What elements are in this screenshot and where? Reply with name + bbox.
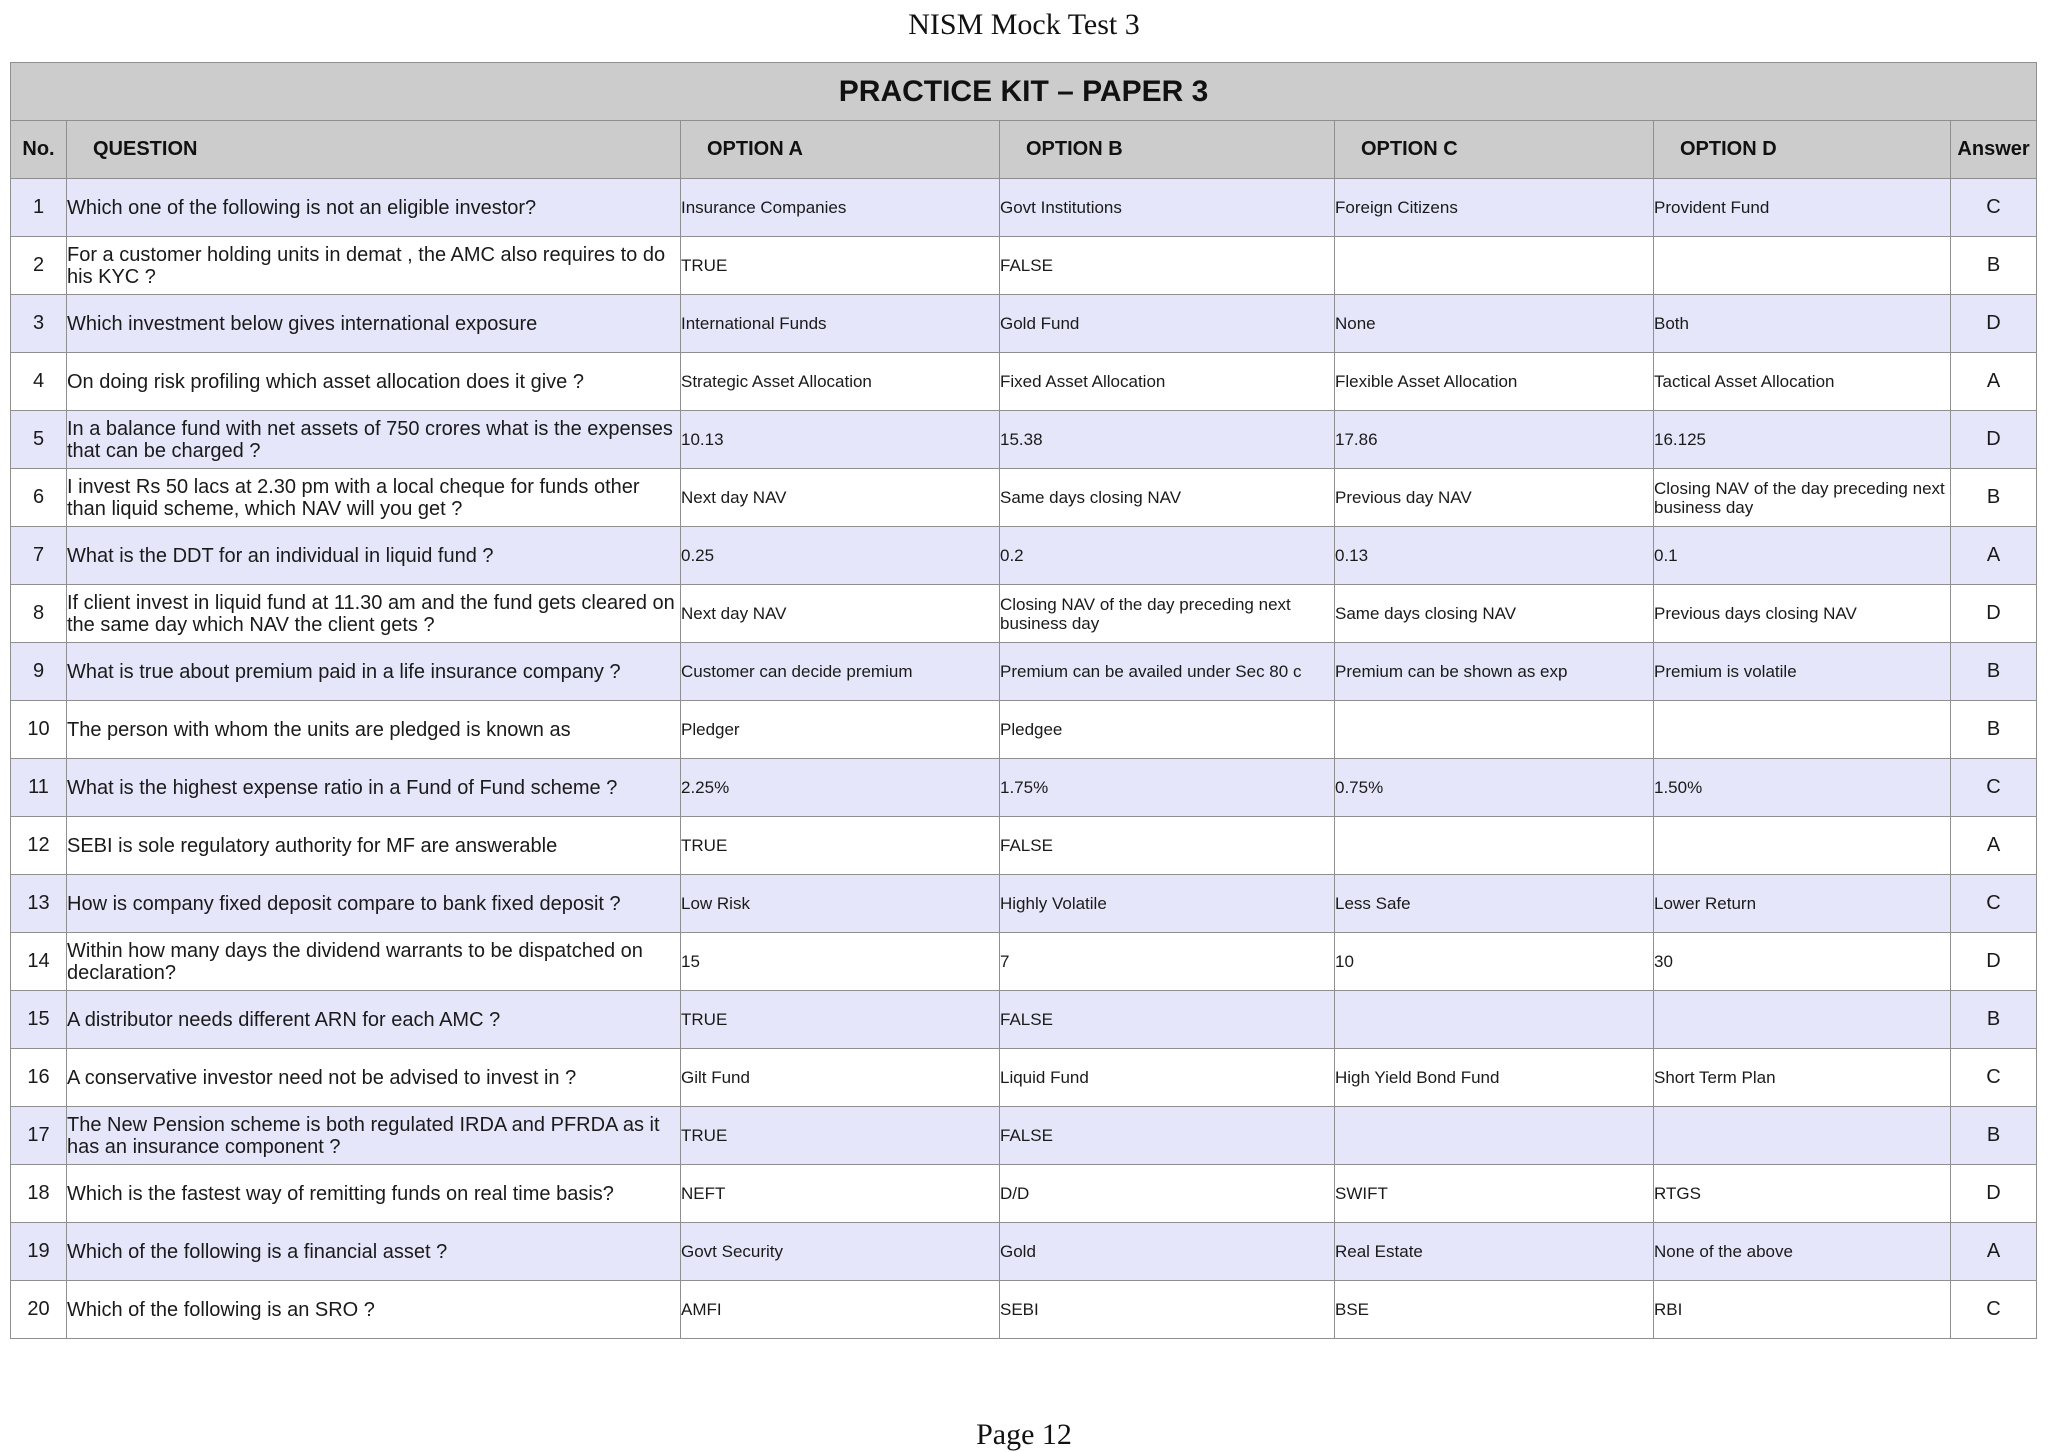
table-row (11, 527, 2037, 585)
question-text: What is the DDT for an individual in liquid fund ? (67, 527, 681, 585)
answer-key: D (1951, 411, 2037, 469)
option-b: Highly Volatile (1000, 875, 1335, 933)
question-text: Within how many days the dividend warrants to be dispatched on declaration? (67, 933, 681, 991)
option-a: 0.25 (681, 527, 1000, 585)
option-c (1335, 1107, 1654, 1165)
table-row (11, 179, 2037, 237)
option-d: Provident Fund (1654, 179, 1951, 237)
option-b: Liquid Fund (1000, 1049, 1335, 1107)
option-b: D/D (1000, 1165, 1335, 1223)
answer-key: A (1951, 353, 2037, 411)
option-b: Govt Institutions (1000, 179, 1335, 237)
option-a: TRUE (681, 1107, 1000, 1165)
row-number: 17 (11, 1107, 67, 1165)
answer-key: B (1951, 237, 2037, 295)
table-row (11, 353, 2037, 411)
option-b: Pledgee (1000, 701, 1335, 759)
question-text: Which of the following is an SRO ? (67, 1281, 681, 1339)
option-a: AMFI (681, 1281, 1000, 1339)
option-b: FALSE (1000, 237, 1335, 295)
option-b: 15.38 (1000, 411, 1335, 469)
table-row (11, 469, 2037, 527)
table-row (11, 585, 2037, 643)
option-d: Premium is volatile (1654, 643, 1951, 701)
option-c (1335, 991, 1654, 1049)
question-text: What is true about premium paid in a life insurance company ? (67, 643, 681, 701)
table-row (11, 1281, 2037, 1339)
option-d: Closing NAV of the day preceding next business day (1654, 469, 1951, 527)
option-d: Previous days closing NAV (1654, 585, 1951, 643)
option-a: TRUE (681, 817, 1000, 875)
table-row (11, 759, 2037, 817)
option-c: High Yield Bond Fund (1335, 1049, 1654, 1107)
question-text: Which one of the following is not an eligible investor? (67, 179, 681, 237)
option-c: 0.75% (1335, 759, 1654, 817)
option-c (1335, 237, 1654, 295)
answer-key: D (1951, 933, 2037, 991)
question-text: In a balance fund with net assets of 750 crores what is the expenses that can be charged ? (67, 411, 681, 469)
option-c: Real Estate (1335, 1223, 1654, 1281)
option-b: Gold Fund (1000, 295, 1335, 353)
option-b: FALSE (1000, 1107, 1335, 1165)
option-c: 10 (1335, 933, 1654, 991)
option-a: Next day NAV (681, 585, 1000, 643)
row-number: 16 (11, 1049, 67, 1107)
row-number: 14 (11, 933, 67, 991)
option-d: 16.125 (1654, 411, 1951, 469)
question-text: Which of the following is a financial asset ? (67, 1223, 681, 1281)
option-b: FALSE (1000, 817, 1335, 875)
header-option-c: OPTION C (1335, 121, 1654, 179)
answer-key: D (1951, 295, 2037, 353)
option-c: SWIFT (1335, 1165, 1654, 1223)
option-a: 2.25% (681, 759, 1000, 817)
table-row (11, 237, 2037, 295)
option-c: None (1335, 295, 1654, 353)
table-row (11, 1107, 2037, 1165)
option-a: Pledger (681, 701, 1000, 759)
option-c (1335, 817, 1654, 875)
option-c: Premium can be shown as exp (1335, 643, 1654, 701)
question-text: A distributor needs different ARN for each AMC ? (67, 991, 681, 1049)
table-banner: PRACTICE KIT – PAPER 3 (11, 63, 2037, 121)
table-row (11, 991, 2037, 1049)
option-a: Next day NAV (681, 469, 1000, 527)
option-a: Insurance Companies (681, 179, 1000, 237)
option-b: 7 (1000, 933, 1335, 991)
answer-key: C (1951, 1281, 2037, 1339)
question-text: I invest Rs 50 lacs at 2.30 pm with a local cheque for funds other than liquid scheme, which NAV will you get ? (67, 469, 681, 527)
answer-key: D (1951, 585, 2037, 643)
option-d: None of the above (1654, 1223, 1951, 1281)
row-number: 19 (11, 1223, 67, 1281)
option-d: 0.1 (1654, 527, 1951, 585)
row-number: 4 (11, 353, 67, 411)
question-text: SEBI is sole regulatory authority for MF are answerable (67, 817, 681, 875)
option-d (1654, 1107, 1951, 1165)
option-b: Gold (1000, 1223, 1335, 1281)
table-row (11, 1223, 2037, 1281)
option-a: TRUE (681, 237, 1000, 295)
answer-key: A (1951, 1223, 2037, 1281)
option-b: SEBI (1000, 1281, 1335, 1339)
answer-key: D (1951, 1165, 2037, 1223)
option-b: Premium can be availed under Sec 80 c (1000, 643, 1335, 701)
table-row (11, 1049, 2037, 1107)
question-text: How is company fixed deposit compare to bank fixed deposit ? (67, 875, 681, 933)
page-number: Page 12 (976, 1418, 1072, 1451)
row-number: 2 (11, 237, 67, 295)
table-row (11, 817, 2037, 875)
option-c: 17.86 (1335, 411, 1654, 469)
option-a: International Funds (681, 295, 1000, 353)
option-b: Closing NAV of the day preceding next business day (1000, 585, 1335, 643)
practice-kit-table (10, 62, 2037, 1339)
header-option-d: OPTION D (1654, 121, 1951, 179)
option-d: Tactical Asset Allocation (1654, 353, 1951, 411)
table-row (11, 295, 2037, 353)
option-a: NEFT (681, 1165, 1000, 1223)
option-d (1654, 701, 1951, 759)
option-c (1335, 701, 1654, 759)
option-c: Foreign Citizens (1335, 179, 1654, 237)
option-a: Customer can decide premium (681, 643, 1000, 701)
header-option-a: OPTION A (681, 121, 1000, 179)
answer-key: B (1951, 643, 2037, 701)
option-a: TRUE (681, 991, 1000, 1049)
table-row (11, 411, 2037, 469)
row-number: 13 (11, 875, 67, 933)
header-answer: Answer (1951, 121, 2037, 179)
option-d: Both (1654, 295, 1951, 353)
document-title: NISM Mock Test 3 (908, 8, 1140, 41)
option-d: 30 (1654, 933, 1951, 991)
option-a: 15 (681, 933, 1000, 991)
row-number: 11 (11, 759, 67, 817)
option-c: Flexible Asset Allocation (1335, 353, 1654, 411)
answer-key: B (1951, 469, 2037, 527)
option-c: Same days closing NAV (1335, 585, 1654, 643)
question-text: A conservative investor need not be advised to invest in ? (67, 1049, 681, 1107)
option-a: Gilt Fund (681, 1049, 1000, 1107)
answer-key: C (1951, 759, 2037, 817)
answer-key: B (1951, 701, 2037, 759)
option-b: FALSE (1000, 991, 1335, 1049)
answer-key: A (1951, 527, 2037, 585)
table-body (11, 179, 2037, 1339)
row-number: 3 (11, 295, 67, 353)
row-number: 1 (11, 179, 67, 237)
answer-key: C (1951, 875, 2037, 933)
question-text: The New Pension scheme is both regulated IRDA and PFRDA as it has an insurance component ? (67, 1107, 681, 1165)
table-row (11, 933, 2037, 991)
row-number: 6 (11, 469, 67, 527)
row-number: 8 (11, 585, 67, 643)
question-text: For a customer holding units in demat , the AMC also requires to do his KYC ? (67, 237, 681, 295)
row-number: 12 (11, 817, 67, 875)
table-row (11, 1165, 2037, 1223)
answer-key: C (1951, 179, 2037, 237)
option-c: BSE (1335, 1281, 1654, 1339)
question-text: Which is the fastest way of remitting funds on real time basis? (67, 1165, 681, 1223)
row-number: 7 (11, 527, 67, 585)
option-b: 0.2 (1000, 527, 1335, 585)
option-a: Govt Security (681, 1223, 1000, 1281)
question-text: If client invest in liquid fund at 11.30 am and the fund gets cleared on the same day which NAV the client gets ? (67, 585, 681, 643)
option-d: Lower Return (1654, 875, 1951, 933)
header-question: QUESTION (67, 121, 681, 179)
question-text: On doing risk profiling which asset allocation does it give ? (67, 353, 681, 411)
answer-key: B (1951, 1107, 2037, 1165)
answer-key: A (1951, 817, 2037, 875)
option-d (1654, 991, 1951, 1049)
option-b: 1.75% (1000, 759, 1335, 817)
row-number: 9 (11, 643, 67, 701)
option-a: Strategic Asset Allocation (681, 353, 1000, 411)
option-c: Less Safe (1335, 875, 1654, 933)
question-text: What is the highest expense ratio in a Fund of Fund scheme ? (67, 759, 681, 817)
option-d: RTGS (1654, 1165, 1951, 1223)
option-d (1654, 817, 1951, 875)
option-c: Previous day NAV (1335, 469, 1654, 527)
table-row (11, 875, 2037, 933)
row-number: 18 (11, 1165, 67, 1223)
option-d: 1.50% (1654, 759, 1951, 817)
option-d (1654, 237, 1951, 295)
option-d: Short Term Plan (1654, 1049, 1951, 1107)
row-number: 5 (11, 411, 67, 469)
option-b: Fixed Asset Allocation (1000, 353, 1335, 411)
header-option-b: OPTION B (1000, 121, 1335, 179)
option-b: Same days closing NAV (1000, 469, 1335, 527)
answer-key: B (1951, 991, 2037, 1049)
option-c: 0.13 (1335, 527, 1654, 585)
option-a: Low Risk (681, 875, 1000, 933)
question-text: The person with whom the units are pledged is known as (67, 701, 681, 759)
table-row (11, 643, 2037, 701)
row-number: 15 (11, 991, 67, 1049)
row-number: 20 (11, 1281, 67, 1339)
row-number: 10 (11, 701, 67, 759)
table-row (11, 701, 2037, 759)
option-d: RBI (1654, 1281, 1951, 1339)
header-no: No. (11, 121, 67, 179)
answer-key: C (1951, 1049, 2037, 1107)
option-a: 10.13 (681, 411, 1000, 469)
table-header-row (11, 121, 2037, 179)
question-text: Which investment below gives international exposure (67, 295, 681, 353)
